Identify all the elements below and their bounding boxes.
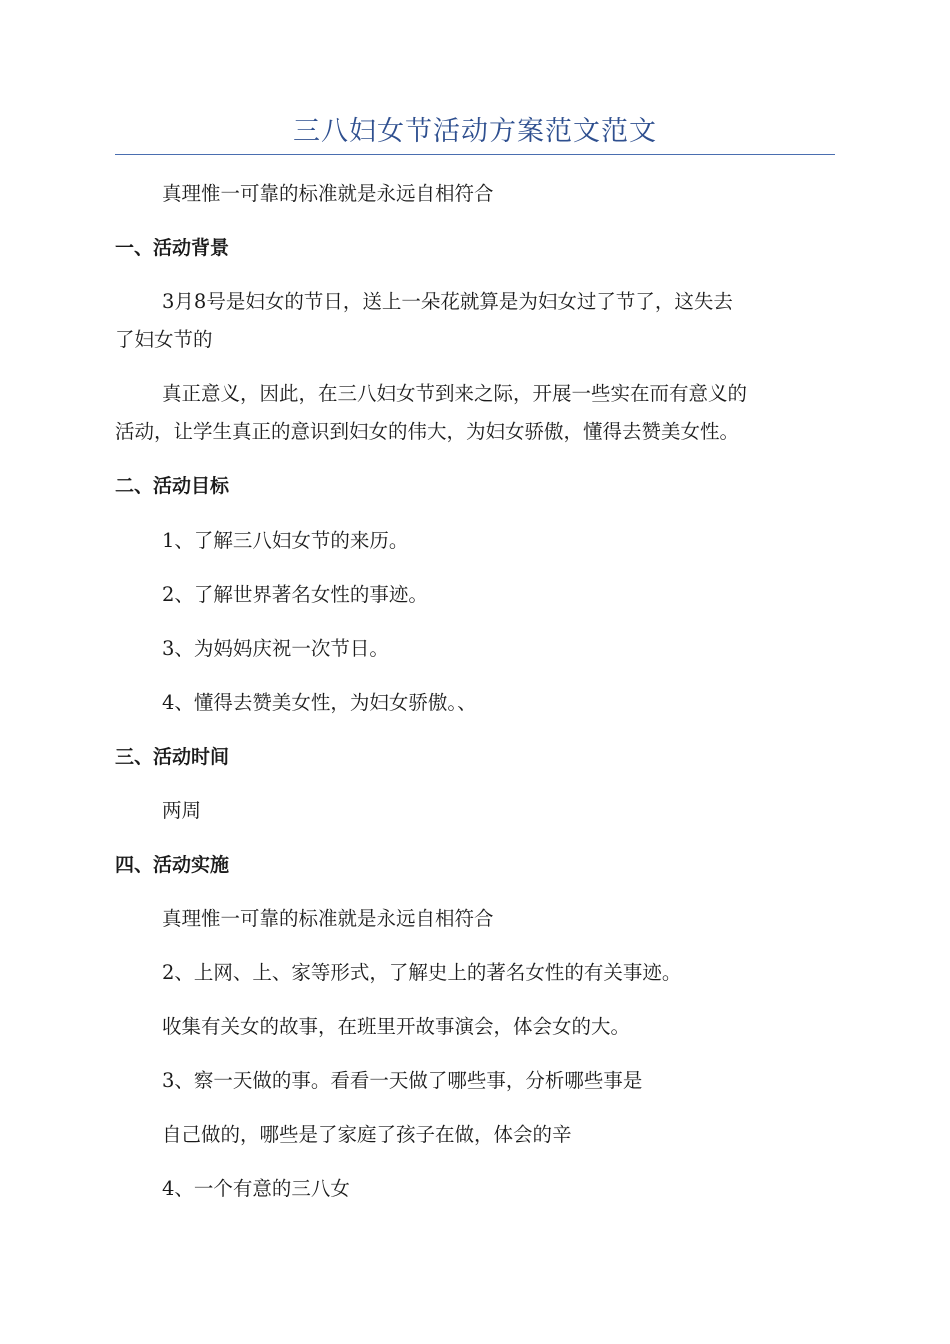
- paragraph-line: 真理惟一可靠的标准就是永远自相符合: [162, 907, 494, 930]
- list-item: 1、了解三八妇女节的来历。: [162, 529, 409, 552]
- section-heading-time: 三、活动时间: [115, 746, 230, 768]
- time-text: 两周: [162, 799, 202, 822]
- paragraph-line: 4、一个有意的三八女: [162, 1177, 350, 1200]
- paragraph-line: 收集有关女的故事，在班里开故事演会，体会女的大。: [162, 1015, 631, 1038]
- paragraph-line: 2、上网、上、家等形式，了解史上的著名女性的有关事迹。: [162, 961, 682, 984]
- list-item: 3、为妈妈庆祝一次节日。: [162, 637, 389, 660]
- section-heading-goals: 二、活动目标: [115, 475, 230, 497]
- list-item: 4、懂得去赞美女性，为妇女骄傲。、: [162, 691, 477, 714]
- paragraph-line: 自己做的，哪些是了家庭了孩子在做，体会的辛: [162, 1123, 572, 1146]
- paragraph-line: 3月8号是妇女的节日，送上一朵花就算是为妇女过了节了，这失去: [162, 290, 733, 313]
- document-title: 三八妇女节活动方案范文范文: [293, 116, 657, 147]
- motto-line: 真理惟一可靠的标准就是永远自相符合: [162, 182, 494, 205]
- paragraph-line: 了妇女节的: [115, 328, 213, 351]
- title-underline: [115, 154, 835, 155]
- section-heading-implementation: 四、活动实施: [115, 854, 230, 876]
- paragraph-line: 3、察一天做的事。看看一天做了哪些事，分析哪些事是: [162, 1069, 643, 1092]
- paragraph-line: 活动，让学生真正的意识到妇女的伟大，为妇女骄傲，懂得去赞美女性。: [115, 420, 740, 443]
- section-heading-background: 一、活动背景: [115, 237, 230, 259]
- list-item: 2、了解世界著名女性的事迹。: [162, 583, 428, 606]
- paragraph-line: 真正意义，因此，在三八妇女节到来之际，开展一些实在而有意义的: [162, 382, 748, 405]
